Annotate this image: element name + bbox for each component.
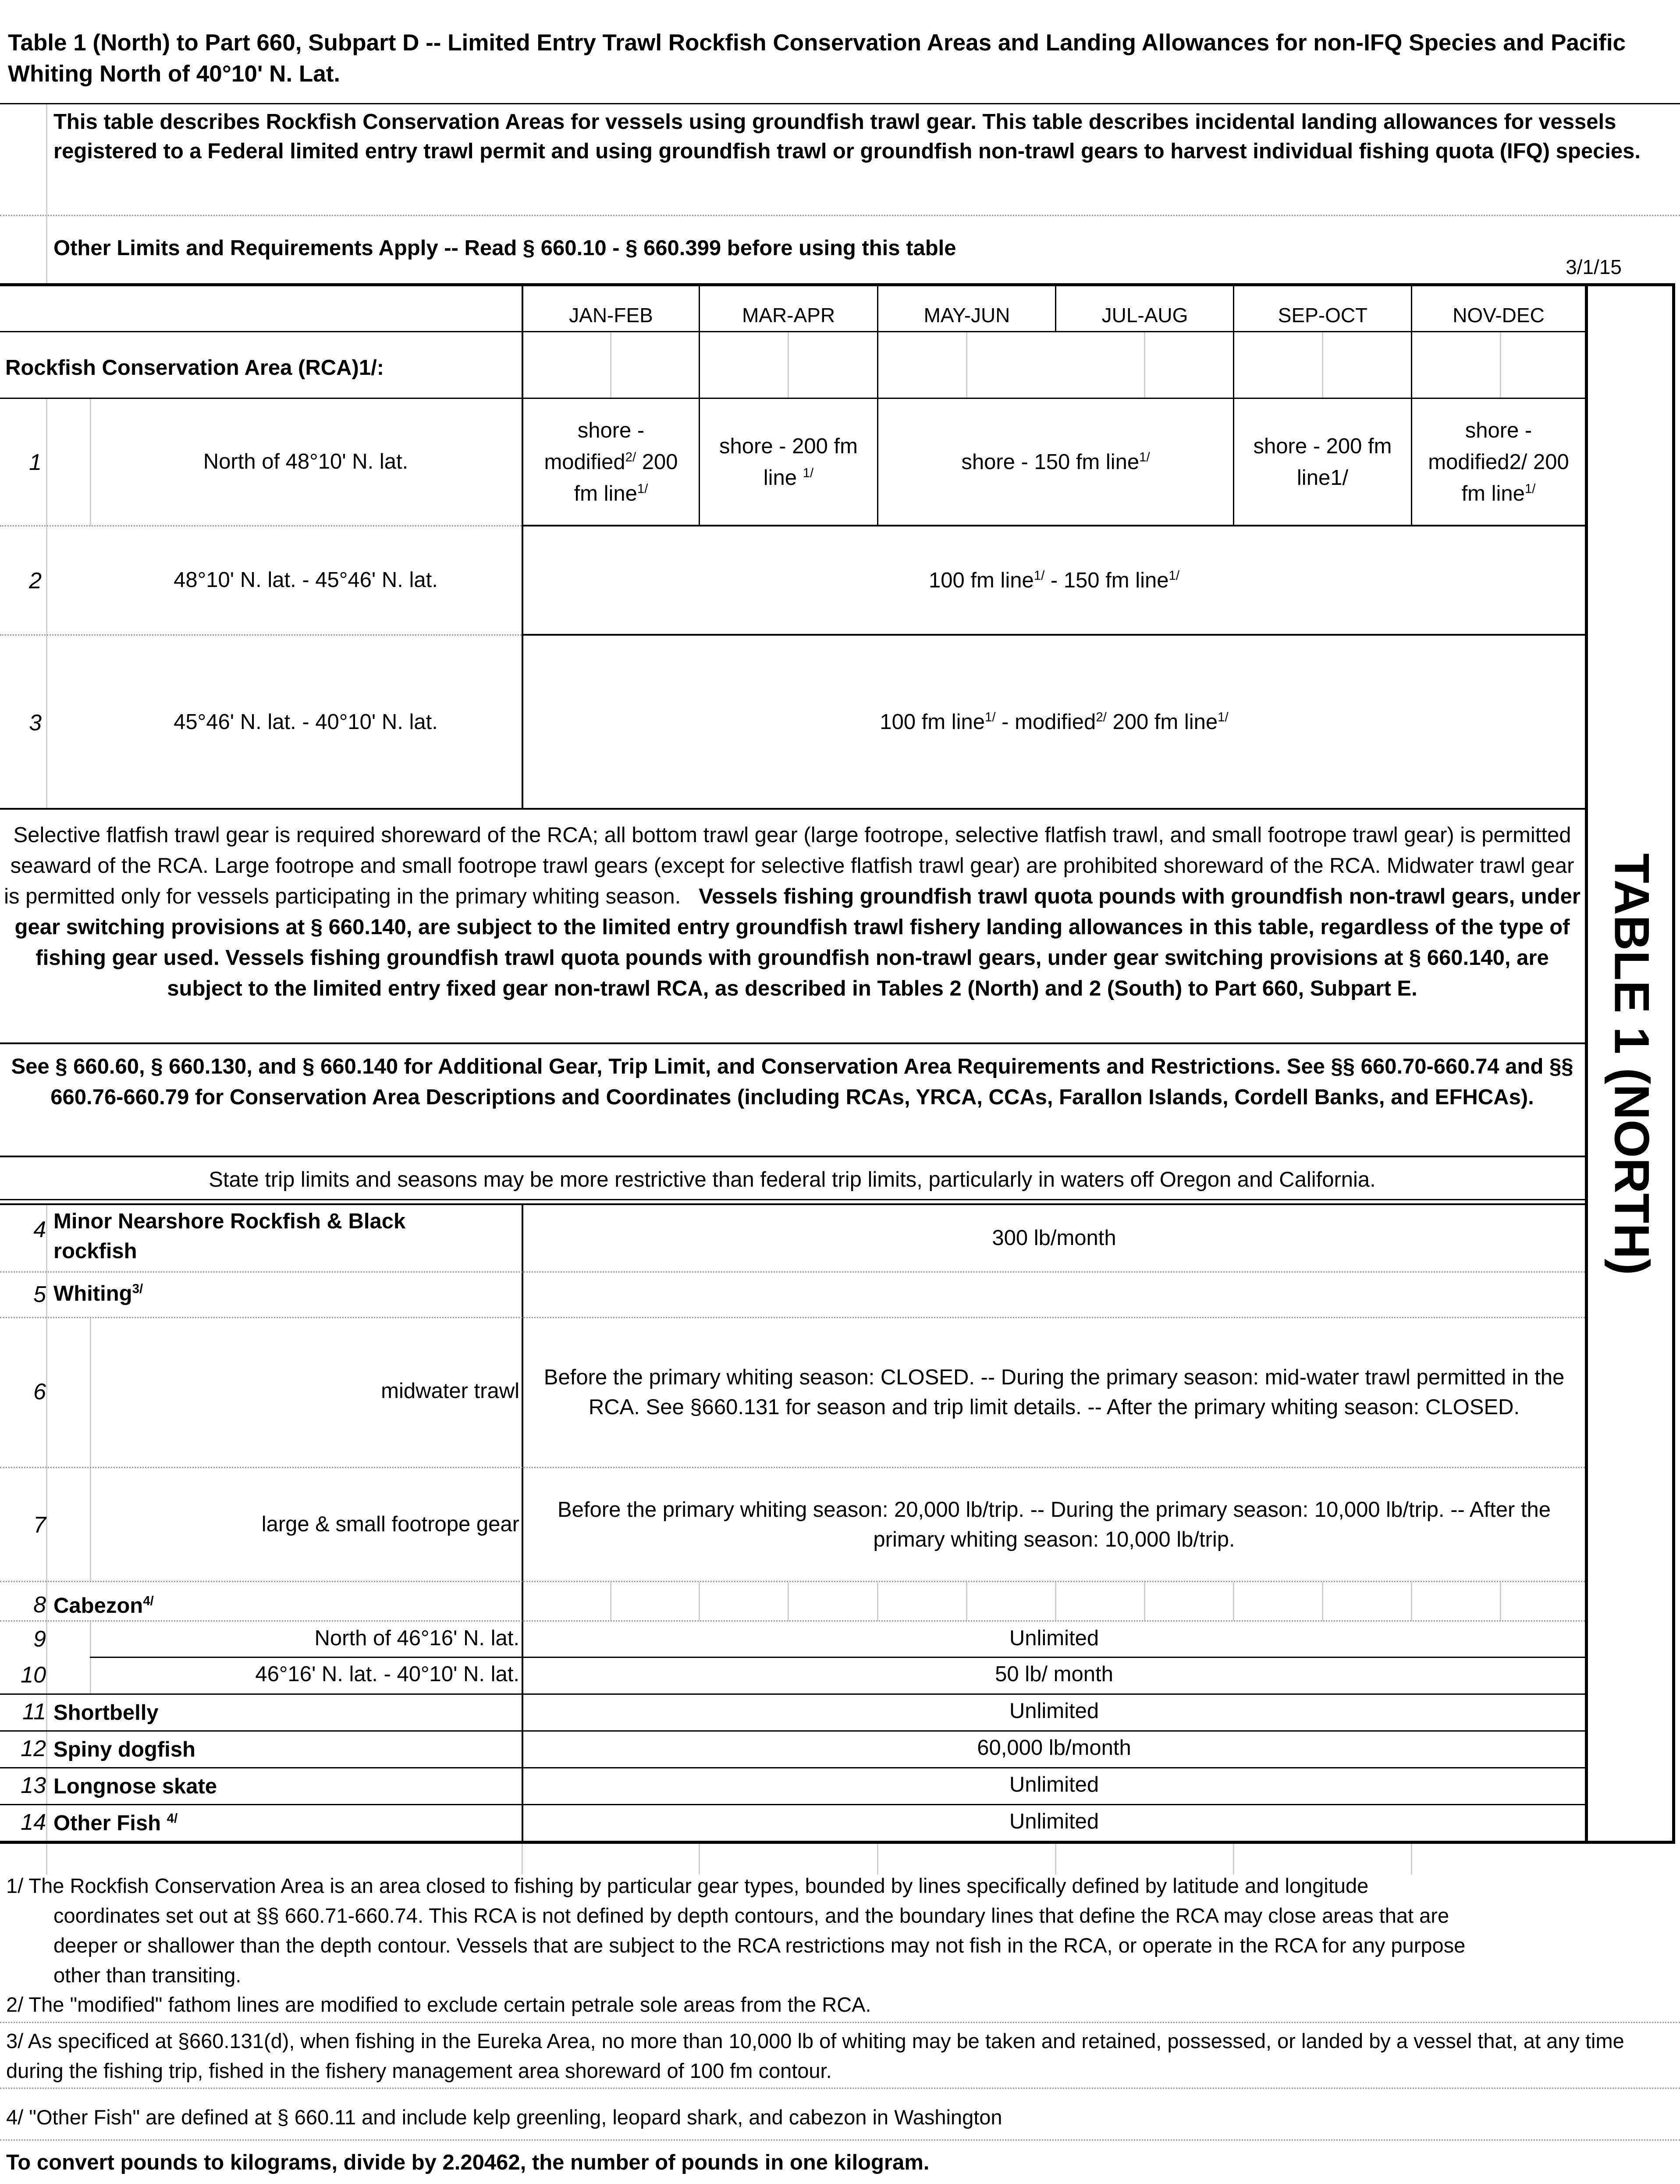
footnote-4: 4/ "Other Fish" are defined at § 660.11 and include kelp greenling, leopard shark, and cabezon in Washington (6, 2106, 1002, 2129)
gridline (1322, 1582, 1323, 1621)
row-border (0, 1199, 1585, 1200)
conversion-note: To convert pounds to kilograms, divide by 2.20462, the number of pounds in one kilogram. (6, 2151, 930, 2174)
gridline (90, 1318, 91, 1581)
row-border (0, 1767, 1585, 1768)
row-number: 8 (33, 1592, 46, 1618)
side-label: TABLE 1 (NORTH) (1604, 853, 1659, 1275)
row-number: 11 (22, 1699, 46, 1725)
divider (0, 103, 1680, 104)
period-jan-feb: JAN-FEB (569, 304, 653, 327)
see-note: See § 660.60, § 660.130, and § 660.140 for Additional Gear, Trip Limit, and Conservation Area Requirements and Restrictions. See §§ 660.70-660.74 and §§ 660.76-660.79 for Conservation Area Descriptions and Coordinates (including RCAs, YRCA, CCAs, Farallon Islands, Cordell Banks, and EFHCAs). (11, 1055, 1573, 1109)
table-top-border (0, 283, 1675, 286)
species-r13-label: Longnose skate (53, 1775, 217, 1798)
gridline (1500, 1582, 1501, 1621)
row-number: 10 (21, 1662, 46, 1688)
gridline (1411, 1582, 1412, 1621)
species-r4-label: Minor Nearshore Rockfish & Black rockfish (53, 1209, 406, 1263)
species-r7-value: Before the primary whiting season: 20,000 lb/trip. -- During the primary season: 10,000 lb/trip. -- After the primary whiting season: 10,000 lb/trip. (558, 1498, 1551, 1551)
rca-row3-value: 100 fm line$^{1/}$ - modified$^{2/}$ 200 fm line$^{1/}$ (880, 710, 1229, 734)
species-r4-value: 300 lb/month (992, 1226, 1116, 1250)
gridline (1233, 1582, 1234, 1621)
rca-heading: Rockfish Conservation Area (RCA)1/: (5, 356, 384, 380)
gear-note: Selective flatfish trawl gear is required shoreward of the RCA; all bottom trawl gear (large footrope, selective flatfish trawl, and small footrope trawl gear) is permitted seaward of the RCA. Large footrope and small footrope trawl gears (except for selective flatfish trawl gear) are prohibited shoreward of the RCA. Midwater trawl gear is permitted only for vessels participating in the primary whiting season. Vessels fishing groundfish trawl quota pounds with groundfish non-trawl gears, under gear switching provisions at § 660.140, are subject to the limited entry groundfish trawl fishery landing allowances in this table, regardless of the type of fishing gear used. Vessels fishing groundfish trawl quota pounds with groundfish non-trawl gears, under gear switching provisions at § 660.140, are subject to the limited entry fixed gear non-trawl RCA, as described in Tables 2 (North) and 2 (South) to Part 660, Subpart E. (4, 823, 1581, 1000)
species-r6-value: Before the primary whiting season: CLOSED. -- During the primary season: mid-water trawl permitted in the RCA. See §660.131 for season and trip limit details. -- After the primary whiting season: CLOSED. (543, 1366, 1565, 1419)
table-bottom-border (0, 1841, 1675, 1844)
rca-row1-nov-dec: shore - modified2/ 200 fm line$^{1/}$ (1428, 419, 1569, 505)
rca-row1-label: North of 48°10' N. lat. (203, 450, 408, 473)
gridline (1144, 332, 1145, 398)
divider (0, 2139, 1680, 2141)
period-mar-apr: MAR-APR (742, 304, 835, 327)
row-number: 7 (33, 1512, 46, 1538)
species-r13-value: Unlimited (1009, 1773, 1099, 1796)
species-r11-label: Shortbelly (53, 1701, 159, 1725)
row-border (0, 525, 522, 526)
species-r10-value: 50 lb/ month (995, 1662, 1113, 1686)
rca-row1-jan-feb: shore - modified$^{2/}$ 200 fm line$^{1/}$ (544, 419, 678, 505)
row-number: 14 (21, 1810, 46, 1835)
rca-row1-may-aug: shore - 150 fm line$^{1/}$ (961, 450, 1150, 474)
row-border (0, 1693, 1585, 1695)
species-r9-value: Unlimited (1009, 1626, 1099, 1650)
species-r8-label: Cabezon$^{4/}$ (53, 1594, 154, 1618)
gridline (788, 332, 789, 398)
divider (0, 2088, 1680, 2089)
row-border (0, 1620, 1585, 1622)
header-row-border (0, 331, 1585, 332)
row-number: 5 (33, 1282, 46, 1307)
table-inner-right-border (1585, 283, 1588, 1844)
period-jul-aug: JUL-AUG (1101, 304, 1188, 327)
gridline (1233, 1844, 1234, 1875)
gridline (966, 332, 967, 398)
species-r5-label: Whiting$^{3/}$ (53, 1281, 143, 1305)
footnote-2: 2/ The "modified" fathom lines are modified to exclude certain petrale sole areas from the RCA. (6, 1993, 871, 2016)
row-number: 2 (29, 568, 42, 594)
species-r10-label: 46°16' N. lat. - 40°10' N. lat. (255, 1662, 519, 1686)
footnote-1: 1/ The Rockfish Conservation Area is an area closed to fishing by particular gear types, bounded by lines specifically defined by latitude and longitude (6, 1874, 1369, 1897)
row-number: 12 (21, 1736, 46, 1761)
gridline (1055, 1582, 1056, 1621)
page-title: Table 1 (North) to Part 660, Subpart D -- Limited Entry Trawl Rockfish Conservation Areas and Landing Allowances for non-IFQ Species and Pacific Whiting North of 40°10' N. Lat. (8, 30, 1626, 87)
gridline (610, 332, 611, 398)
gridline (966, 1582, 967, 1621)
row-number: 6 (33, 1379, 46, 1405)
intro-text: This table describes Rockfish Conservation Areas for vessels using groundfish trawl gear. This table describes incidental landing allowances for vessels registered to a Federal limited entry trawl permit and using groundfish trawl or groundfish non-trawl gears to harvest individual fishing quota (IFQ) species. (53, 110, 1641, 163)
gridline (46, 399, 47, 809)
species-r6-label: midwater trawl (381, 1379, 519, 1403)
gridline (788, 1582, 789, 1621)
row-border (0, 1156, 1585, 1157)
table-date: 3/1/15 (1566, 256, 1622, 278)
rca-row1-mar-apr: shore - 200 fm line $^{1/}$ (719, 434, 858, 490)
gridline (1411, 1844, 1412, 1875)
species-r14-label: Other Fish $^{4/}$ (53, 1811, 178, 1835)
gridline (699, 1844, 700, 1875)
row-border (0, 1730, 1585, 1732)
gridline (46, 1205, 47, 1841)
species-r12-value: 60,000 lb/month (977, 1736, 1131, 1760)
gridline (610, 1582, 611, 1621)
gridline (90, 399, 91, 526)
gridline (1322, 332, 1323, 398)
row-number: 4 (33, 1217, 46, 1242)
row-border (0, 808, 1585, 810)
gridline (522, 1844, 523, 1875)
species-r14-value: Unlimited (1009, 1810, 1099, 1833)
row-border (0, 1042, 1585, 1044)
row-border (0, 1271, 1585, 1273)
rca-row3-label: 45°46' N. lat. - 40°10' N. lat. (174, 710, 438, 734)
species-r12-label: Spiny dogfish (53, 1738, 195, 1761)
rca-row1-sep-oct: shore - 200 fm line1/ (1253, 434, 1392, 490)
period-sep-oct: SEP-OCT (1278, 304, 1368, 327)
species-r11-value: Unlimited (1009, 1699, 1099, 1723)
row-border (90, 1657, 1585, 1658)
gridline (1055, 1844, 1056, 1875)
divider (0, 2022, 1680, 2023)
period-may-jun: MAY-JUN (923, 304, 1010, 327)
row-border (0, 1581, 1585, 1582)
row-border (0, 1804, 1585, 1805)
species-r7-label: large & small footrope gear (261, 1512, 519, 1536)
divider (0, 215, 1680, 216)
gridline (699, 1582, 700, 1621)
period-nov-dec: NOV-DEC (1453, 304, 1545, 327)
species-r9-label: North of 46°16' N. lat. (314, 1626, 519, 1650)
row-border (0, 634, 522, 636)
row-number: 1 (29, 450, 42, 475)
footnote-1-continued: coordinates set out at §§ 660.71-660.74. This RCA is not defined by depth contours, and the boundary lines that define the RCA may close areas that are deeper or shallower than the depth contour. Vessels that are subject to the RCA restrictions may not fish in the RCA, or operate in the RCA for any purpose other than transiting. (53, 1904, 1466, 1987)
other-limits-text: Other Limits and Requirements Apply -- Read § 660.10 - § 660.399 before using this table (53, 236, 956, 260)
rca-row2-value: 100 fm line$^{1/}$ - 150 fm line$^{1/}$ (929, 568, 1179, 592)
row-number: 13 (21, 1773, 46, 1798)
gridline (46, 1844, 47, 1875)
gridline (1144, 1582, 1145, 1621)
state-note: State trip limits and seasons may be more restrictive than federal trip limits, particularly in waters off Oregon and California. (209, 1168, 1376, 1192)
row-number: 9 (33, 1626, 46, 1652)
gridline (877, 1844, 878, 1875)
footnote-3: 3/ As specificed at §660.131(d), when fishing in the Eureka Area, no more than 10,000 lb of whiting may be taken and retained, possessed, or landed by a vessel that, at any time during the fishing trip, fished in the fishery management area shoreward of 100 fm contour. (6, 2029, 1624, 2082)
gridline (1500, 332, 1501, 398)
row-number: 3 (29, 710, 42, 736)
rca-row2-label: 48°10' N. lat. - 45°46' N. lat. (174, 568, 438, 592)
gridline (46, 104, 47, 284)
gridline (877, 1582, 878, 1621)
